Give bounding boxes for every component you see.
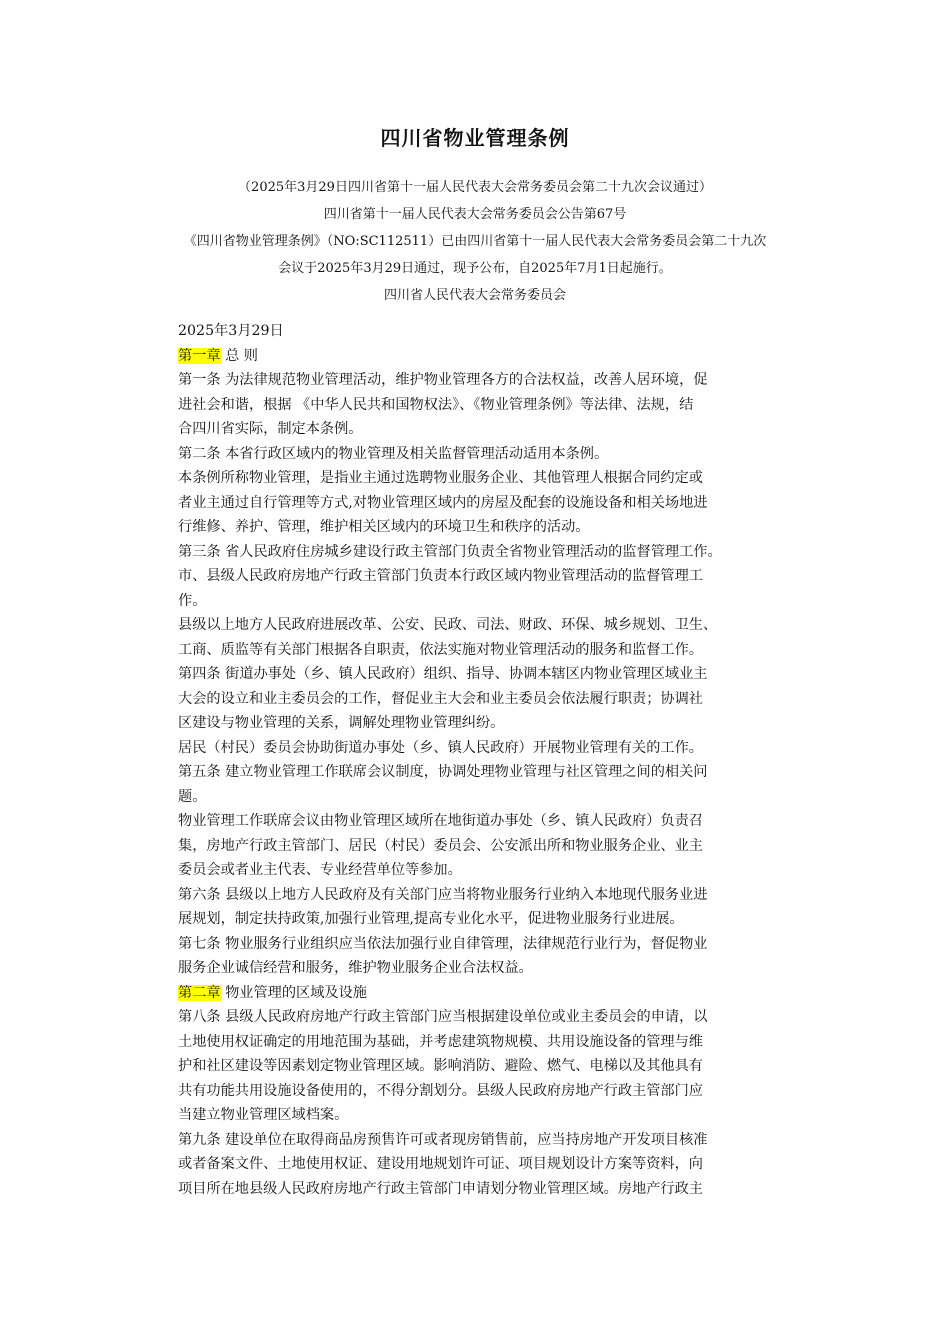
body-text-line: 第七条 物业服务行业组织应当依法加强行业自律管理，法律规范行业行为，督促物业 xyxy=(178,935,708,952)
body-text-line: 第二条 本省行政区域内的物业管理及相关监督管理活动适用本条例。 xyxy=(178,445,609,462)
document-title: 四川省物业管理条例 xyxy=(380,126,570,150)
body-text-line: 进社会和谐，根据 《中华人民共和国物权法》、《物业管理条例》等法律、法规，结 xyxy=(178,396,694,413)
body-text-line: 物业管理工作联席会议由物业管理区域所在地街道办事处（乡、镇人民政府）负责召 xyxy=(178,813,703,829)
body-text-line: 服务企业诚信经营和服务，维护物业服务企业合法权益。 xyxy=(178,960,533,976)
body-text-line: 者业主通过自行管理等方式,对物业管理区域内的房屋及配套的设施设备和相关场地进 xyxy=(178,494,708,511)
body-text-line: 第四条 街道办事处（乡、镇人民政府）组织、指导、协调本辖区内物业管理区域业主 xyxy=(178,666,708,682)
body-text-line: 项目所在地县级人民政府房地产行政主管部门申请划分物业管理区域。房地产行政主 xyxy=(178,1180,703,1197)
body-text-line: 行维修、养护、管理，维护相关区域内的环境卫生和秩序的活动。 xyxy=(178,519,590,535)
body-text-line: 大会的设立和业主委员会的工作，督促业主大会和业主委员会依法履行职责；协调社 xyxy=(178,690,703,707)
body-text-line: 区建设与物业管理的关系，调解处理物业管理纠纷。 xyxy=(178,715,505,731)
chapter-1-text xyxy=(178,368,818,981)
body-text-line: 县级以上地方人民政府进展改革、公安、民政、司法、财政、环保、城乡规划、卫生、 xyxy=(178,617,718,633)
body-text-line: 工商、质监等有关部门根据各自职责，依法实施对物业管理活动的服务和监督工作。 xyxy=(178,641,703,658)
chapter-label-highlight: 第一章 xyxy=(178,347,221,364)
body-text-line: 第五条 建立物业管理工作联席会议制度，协调处理物业管理与社区管理之间的相关问 xyxy=(178,764,708,780)
body-text-line: 共有功能共用设施设备使用的，不得分割划分。县级人民政府房地产行政主管部门应 xyxy=(178,1082,703,1099)
header-line: （2025年3月29日四川省第十一届人民代表大会常务委员会第二十九次会议通过） xyxy=(238,180,712,195)
body-text-line: 护和社区建设等因素划定物业管理区域。影响消防、避险、燃气、电梯以及其他具有 xyxy=(178,1058,703,1074)
body-text-line: 委员会或者业主代表、专业经营单位等参加。 xyxy=(178,862,462,878)
body-text-line: 题。 xyxy=(178,788,207,805)
body-text-line: 当建立物业管理区域档案。 xyxy=(178,1107,349,1123)
body-text-line: 合四川省实际，制定本条例。 xyxy=(178,421,363,437)
publication-date: 2025年3月29日 xyxy=(178,323,284,339)
body-text-line: 市、县级人民政府房地产行政主管部门负责本行政区域内物业管理活动的监督管理工 xyxy=(178,568,703,584)
body-text-line: 第三条 省人民政府住房城乡建设行政主管部门负责全省物业管理活动的监督管理工作。 xyxy=(178,543,722,560)
chapter-label-highlight: 第二章 xyxy=(178,984,221,1001)
chapter-heading xyxy=(178,344,818,369)
body-text-line: 第八条 县级人民政府房地产行政主管部门应当根据建设单位或业主委员会的申请，以 xyxy=(178,1009,708,1025)
body-text-line: 土地使用权证确定的用地范围为基础，并考虑建筑物规模、共用设施设备的管理与维 xyxy=(178,1033,703,1050)
header-line: 《四川省物业管理条例》（NO:SC112511）已由四川省第十一届人民代表大会常务委员会第二十九次 xyxy=(183,234,767,249)
body-text-line: 集，房地产行政主管部门、居民（村民）委员会、公安派出所和物业服务企业、业主 xyxy=(178,837,703,854)
chapter-title: 物业管理的区域及设施 xyxy=(220,984,367,1001)
header-line: 会议于2025年3月29日通过，现予公布，自2025年7月1日起施行。 xyxy=(278,261,672,276)
chapter-heading xyxy=(178,981,818,1006)
body-text-line: 居民（村民）委员会协助街道办事处（乡、镇人民政府）开展物业管理有关的工作。 xyxy=(178,739,703,756)
chapter-title: 总 则 xyxy=(220,347,258,364)
body-text-line: 第六条 县级以上地方人民政府及有关部门应当将物业服务行业纳入本地现代服务业进 xyxy=(178,886,708,903)
body-text-line: 第一条 为法律规范物业管理活动，维护物业管理各方的合法权益，改善人居环境，促 xyxy=(178,372,708,388)
promulgation-header xyxy=(150,174,800,309)
body-text-line: 展规划，制定扶持政策,加强行业管理,提高专业化水平，促进物业服务行业进展。 xyxy=(178,911,684,927)
header-line: 四川省第十一届人民代表大会常务委员会公告第67号 xyxy=(323,207,627,222)
chapter-2-text xyxy=(178,1005,818,1201)
body-text-line: 第九条 建设单位在取得商品房预售许可或者现房销售前，应当持房地产开发项目核准 xyxy=(178,1131,708,1148)
header-line: 四川省人民代表大会常务委员会 xyxy=(383,288,566,303)
document-body xyxy=(178,319,818,1201)
body-text-line: 或者备案文件、土地使用权证、建设用地规划许可证、项目规划设计方案等资料，向 xyxy=(178,1156,703,1172)
body-text-line: 本条例所称物业管理，是指业主通过选聘物业服务企业、其他管理人根据合同约定或 xyxy=(178,470,703,486)
body-text-line: 作。 xyxy=(178,592,207,609)
